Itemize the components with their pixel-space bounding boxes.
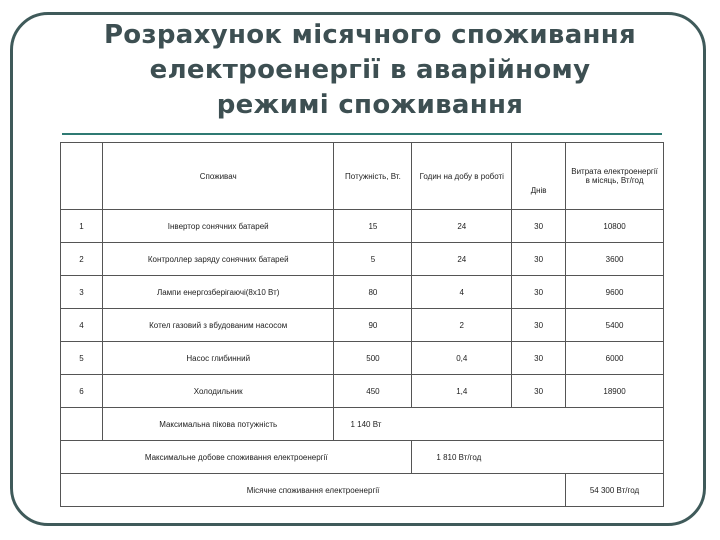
row-power: 500 [334,342,412,375]
row-days: 30 [512,243,566,276]
row-power: 90 [334,309,412,342]
table-row [61,210,664,243]
table-row [61,309,664,342]
header-days: Днів [512,143,566,210]
row-days: 30 [512,210,566,243]
header-power: Потужність, Вт. [334,143,412,210]
table-row [61,375,664,408]
summary-peak-value: 1 140 Вт [334,408,664,441]
row-energy: 6000 [566,342,664,375]
row-days: 30 [512,276,566,309]
table-header-row [61,143,664,210]
summary-daily-label: Максимальне добове споживання електроенергії [61,441,412,474]
row-consumer: Насос глибинний [102,342,334,375]
summary-monthly-value: 54 300 Вт/год [566,474,664,507]
summary-spacer [61,408,103,441]
row-power: 450 [334,375,412,408]
row-num: 2 [61,243,103,276]
row-num: 6 [61,375,103,408]
row-power: 15 [334,210,412,243]
summary-daily-value: 1 810 Вт/год [412,441,664,474]
row-num: 3 [61,276,103,309]
row-hours: 1,4 [412,375,512,408]
row-consumer: Котел газовий з вбудованим насосом [102,309,334,342]
header-hours: Годин на добу в роботі [412,143,512,210]
title-line-3: режимі споживання [216,90,524,120]
row-hours: 24 [412,243,512,276]
row-energy: 3600 [566,243,664,276]
row-energy: 9600 [566,276,664,309]
row-num: 5 [61,342,103,375]
title-line-1: Розрахунок місячного споживання [103,20,637,50]
row-energy: 5400 [566,309,664,342]
row-consumer: Контроллер заряду сонячних батарей [102,243,334,276]
table-row [61,243,664,276]
table-row [61,342,664,375]
row-hours: 2 [412,309,512,342]
title-divider [62,133,662,135]
summary-daily-row [61,441,664,474]
consumption-table [60,142,664,507]
row-energy: 10800 [566,210,664,243]
header-consumer: Споживач [102,143,334,210]
row-consumer: Холодильник [102,375,334,408]
row-power: 80 [334,276,412,309]
slide-title [60,18,680,123]
row-consumer: Інвертор сонячних батарей [102,210,334,243]
summary-monthly-label: Місячне споживання електроенергії [61,474,566,507]
summary-peak-label: Максимальна пікова потужність [102,408,334,441]
row-energy: 18900 [566,375,664,408]
row-hours: 4 [412,276,512,309]
row-days: 30 [512,342,566,375]
row-days: 30 [512,375,566,408]
row-days: 30 [512,309,566,342]
title-line-2: електроенергії в аварійному [149,55,591,85]
row-num: 1 [61,210,103,243]
row-hours: 24 [412,210,512,243]
summary-peak-row [61,408,664,441]
row-num: 4 [61,309,103,342]
header-energy: Витрата електроенергії в місяць, Вт/год [566,143,664,210]
table-row [61,276,664,309]
summary-monthly-row [61,474,664,507]
row-power: 5 [334,243,412,276]
row-consumer: Лампи енергозберігаючі(8х10 Вт) [102,276,334,309]
header-num [61,143,103,210]
row-hours: 0,4 [412,342,512,375]
